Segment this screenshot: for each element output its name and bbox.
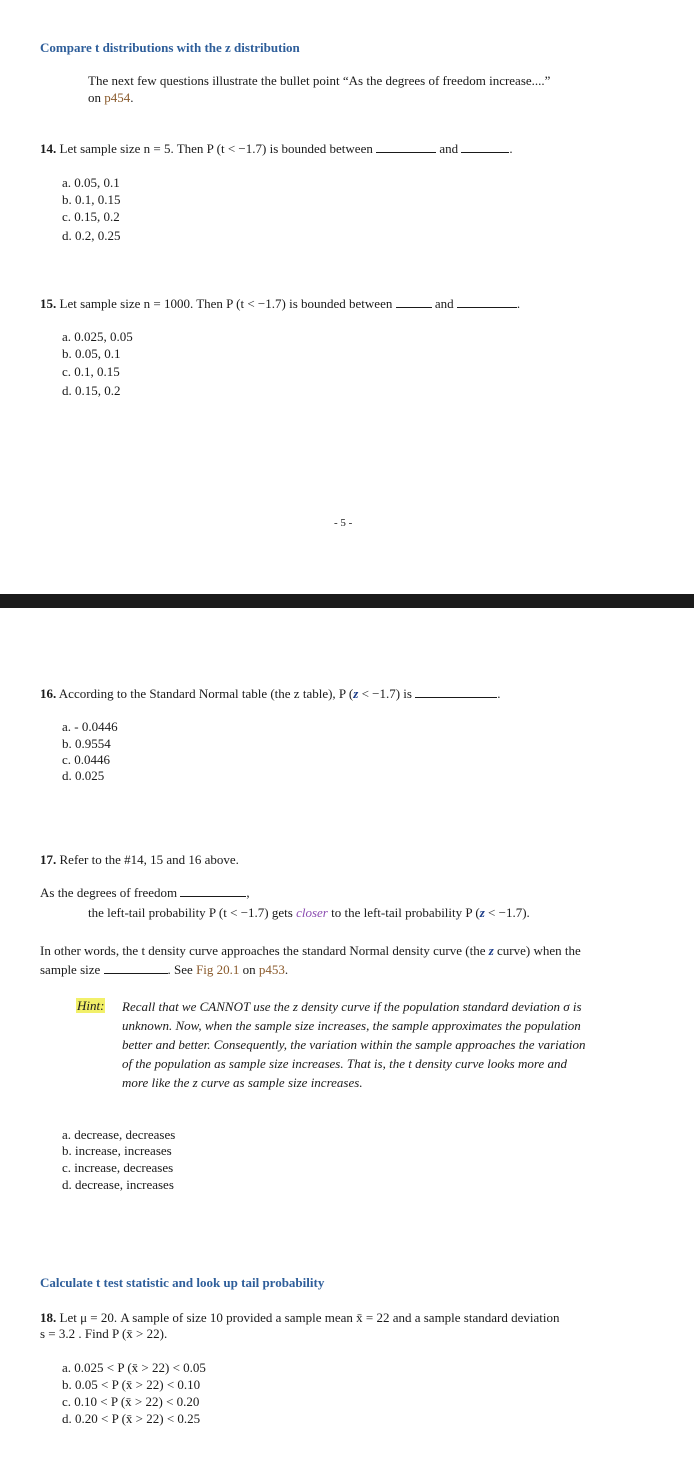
question-16 xyxy=(40,686,500,702)
question-number: 14. xyxy=(40,141,57,156)
option-b[interactable]: b. 0.05, 0.1 xyxy=(62,346,121,361)
option-d[interactable]: d. 0.2, 0.25 xyxy=(62,228,121,243)
option-b[interactable]: b. increase, increases xyxy=(62,1143,172,1158)
hint-line: Recall that we CANNOT use the z density curve if the population standard deviation σ is xyxy=(122,999,582,1014)
see-text: . See xyxy=(167,962,197,977)
question-15 xyxy=(40,296,520,312)
left-tail-text: the left-tail probability P (t < −1.7) gets xyxy=(88,905,297,920)
page-number: - 5 - xyxy=(334,517,353,529)
end-period: . xyxy=(497,686,501,701)
answer-blank-dof[interactable] xyxy=(180,885,246,897)
option-d[interactable]: d. 0.20 < P (x̄ > 22) < 0.25 xyxy=(62,1411,201,1426)
hint-line: of the population as sample size increases. That is, the t density curve looks more and xyxy=(122,1056,567,1071)
question-text-suffix: < −1.7) is xyxy=(358,686,412,701)
section-title-calculate: Calculate t test statistic and look up tail probability xyxy=(40,1275,325,1290)
option-c[interactable]: c. 0.1, 0.15 xyxy=(62,364,120,379)
intro-line-2 xyxy=(88,90,134,106)
question-number: 15. xyxy=(40,296,57,311)
option-a[interactable]: a. 0.05, 0.1 xyxy=(62,175,120,190)
hint-line: better and better. Consequently, the variation within the sample approaches the variation xyxy=(122,1037,586,1052)
option-d[interactable]: d. 0.025 xyxy=(62,768,105,783)
other-words-line-2 xyxy=(40,962,288,978)
z-variable: z xyxy=(479,905,485,920)
question-text: Let sample size n = 5. Then P (t < −1.7) is bounded between xyxy=(59,141,373,156)
option-a[interactable]: a. decrease, decreases xyxy=(62,1127,176,1142)
sample-size-text: sample size xyxy=(40,962,101,977)
z-variable: z xyxy=(353,686,359,701)
option-c[interactable]: c. 0.15, 0.2 xyxy=(62,209,120,224)
option-c[interactable]: c. 0.0446 xyxy=(62,752,111,767)
other-words-text-2: curve) when the xyxy=(493,943,581,958)
question-18-line-2: s = 3.2 . Find P (x̄ > 22). xyxy=(40,1326,168,1341)
hint-body xyxy=(122,997,652,1092)
intro-line-1: The next few questions illustrate the bullet point “As the degrees of freedom increase....” xyxy=(88,73,551,88)
option-b[interactable]: b. 0.9554 xyxy=(62,736,111,751)
hint-line: more like the z curve as sample size increases. xyxy=(122,1075,363,1090)
answer-blank-sample-size[interactable] xyxy=(104,962,168,974)
and-text: and xyxy=(439,141,459,156)
page-link[interactable]: p453 xyxy=(258,962,285,977)
question-number: 16. xyxy=(40,686,57,701)
dof-comma: , xyxy=(246,885,250,900)
dof-text: As the degrees of freedom xyxy=(40,885,178,900)
other-words-line-1 xyxy=(40,943,581,959)
option-c[interactable]: c. 0.10 < P (x̄ > 22) < 0.20 xyxy=(62,1394,200,1409)
answer-blank-1[interactable] xyxy=(376,141,436,153)
option-c[interactable]: c. increase, decreases xyxy=(62,1160,174,1175)
intro-period: . xyxy=(130,90,134,105)
other-words-text: In other words, the t density curve approaches the standard Normal density curve (the xyxy=(40,943,489,958)
question-text: Refer to the #14, 15 and 16 above. xyxy=(59,852,239,867)
option-a[interactable]: a. 0.025, 0.05 xyxy=(62,329,133,344)
option-a[interactable]: a. 0.025 < P (x̄ > 22) < 0.05 xyxy=(62,1360,206,1375)
answer-blank-2[interactable] xyxy=(461,141,509,153)
option-b[interactable]: b. 0.05 < P (x̄ > 22) < 0.10 xyxy=(62,1377,201,1392)
and-text: and xyxy=(434,296,454,311)
left-tail-text-2: to the left-tail probability P ( xyxy=(327,905,480,920)
answer-blank[interactable] xyxy=(415,686,497,698)
option-b[interactable]: b. 0.1, 0.15 xyxy=(62,192,121,207)
question-14 xyxy=(40,141,513,157)
section-title-compare: Compare t distributions with the z distribution xyxy=(40,40,300,55)
on-text: on xyxy=(239,962,259,977)
period: . xyxy=(284,962,289,977)
option-d[interactable]: d. 0.15, 0.2 xyxy=(62,383,121,398)
question-number: 17. xyxy=(40,852,57,867)
intro-on-text: on xyxy=(88,90,105,105)
page-divider xyxy=(0,594,694,608)
dof-line xyxy=(40,885,250,901)
answer-blank-2[interactable] xyxy=(457,296,517,308)
z-variable: z xyxy=(488,943,494,958)
question-18-line-1 xyxy=(40,1310,559,1326)
end-period: . xyxy=(516,296,521,311)
question-text: Let sample size n = 1000. Then P (t < −1.7) is bounded between xyxy=(59,296,393,311)
left-tail-end: < −1.7). xyxy=(484,905,530,920)
intro-page-link[interactable]: p454 xyxy=(104,90,131,105)
question-text: Let μ = 20. A sample of size 10 provided a sample mean x̄ = 22 and a sample standard deviation xyxy=(59,1310,560,1325)
closer-word: closer xyxy=(296,905,328,920)
end-period: . xyxy=(509,141,513,156)
hint-label-text: Hint: xyxy=(77,998,105,1013)
option-a[interactable]: a. - 0.0446 xyxy=(62,719,118,734)
answer-blank-1[interactable] xyxy=(396,296,432,308)
question-text-prefix: According to the Standard Normal table (the z table), P ( xyxy=(58,686,354,701)
question-17 xyxy=(40,852,239,868)
hint-line: unknown. Now, when the sample size increases, the sample approximates the population xyxy=(122,1018,581,1033)
hint-label xyxy=(76,998,105,1014)
question-number: 18. xyxy=(40,1310,57,1325)
option-d[interactable]: d. decrease, increases xyxy=(62,1177,174,1192)
fig-link[interactable]: Fig 20.1 xyxy=(196,962,240,977)
left-tail-line xyxy=(88,905,530,921)
